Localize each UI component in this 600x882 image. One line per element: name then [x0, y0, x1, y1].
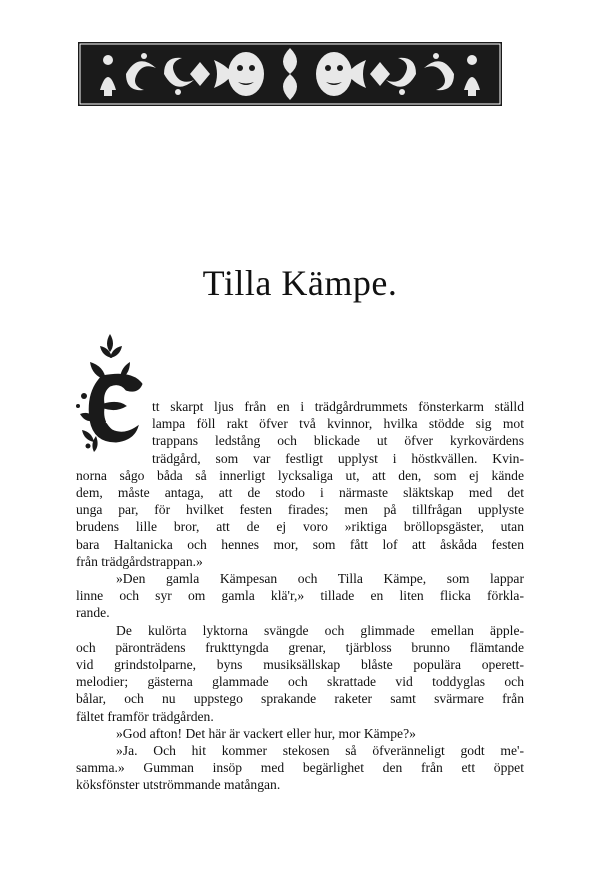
- text-line: lampa föll rakt öfver två kvinnor, hvilka stödde sig mot: [152, 416, 524, 432]
- text-line: norna sågo båda så innerligt lycksaliga ut, att den, som ej kände: [76, 467, 524, 483]
- dropcap-letter-text: E: [110, 410, 118, 421]
- paragraph-1: [76, 398, 524, 570]
- text-line: samma.» Gumman insöp med begärlighet den från ett öppet: [76, 760, 524, 776]
- text-line: trädgård, som var festligt upplyst i höstkvällen. Kvin-: [152, 450, 524, 466]
- chapter-title: Tilla Kämpe.: [202, 263, 398, 303]
- text-line: bara Haltanicka och hennes mor, som fått lof att åskåda festen: [76, 536, 524, 552]
- paragraph-4: [76, 725, 524, 742]
- text-line: vid grindstolparne, byns musiksällskap blåste populära operett-: [76, 657, 524, 673]
- text-line: linne och syr om gamla klä'r,» tillade en liten flicka förkla-: [76, 588, 524, 604]
- text-line: tt skarpt ljus från en i trädgårdrummets fönsterkarm ställd: [152, 399, 524, 414]
- ornamental-header-band: [78, 42, 502, 106]
- text-line: De kulörta lyktorna svängde och glimmade emellan äpple-: [116, 622, 524, 638]
- text-line: melodier; gästerna glammade och skrattade vid toddyglas och: [76, 674, 524, 690]
- paragraph-2: [76, 570, 524, 622]
- text-line: köksfönster utströmmande matångan.: [76, 777, 281, 793]
- ornament-graphic: [78, 42, 502, 106]
- text-line: trappans ledstång och blickade ut öfver kyrkovärdens: [152, 433, 524, 449]
- text-line: »Den gamla Kämpesan och Tilla Kämpe, som lappar: [116, 571, 524, 587]
- text-line: brudens lille bror, att de ej voro »riktiga bröllopsgäster, utan: [76, 519, 524, 535]
- text-line: rande.: [76, 605, 110, 621]
- paragraph-5: [76, 742, 524, 794]
- text-line: unga par, för hvilket festen firades; men på tillfrågan upplyste: [76, 502, 524, 518]
- text-line: bålar, och nu uppstego sprakande raketer samt svärmare från: [76, 691, 524, 707]
- paragraph-3: [76, 622, 524, 725]
- body-text: [76, 398, 524, 794]
- text-line: från trädgårdstrappan.»: [76, 553, 203, 569]
- text-line: »God afton! Det här är vackert eller hur, mor Kämpe?»: [116, 725, 416, 741]
- text-line: »Ja. Och hit kommer stekosen så öfveränneligt godt me'-: [116, 743, 524, 759]
- text-line: dem, måste antaga, att de stodo i närmaste släktskap med det: [76, 485, 524, 501]
- text-line: och päronträdens frukttyngda grenar, tjärbloss brunno flämtande: [76, 639, 524, 655]
- text-line: fältet framför trädgården.: [76, 708, 214, 724]
